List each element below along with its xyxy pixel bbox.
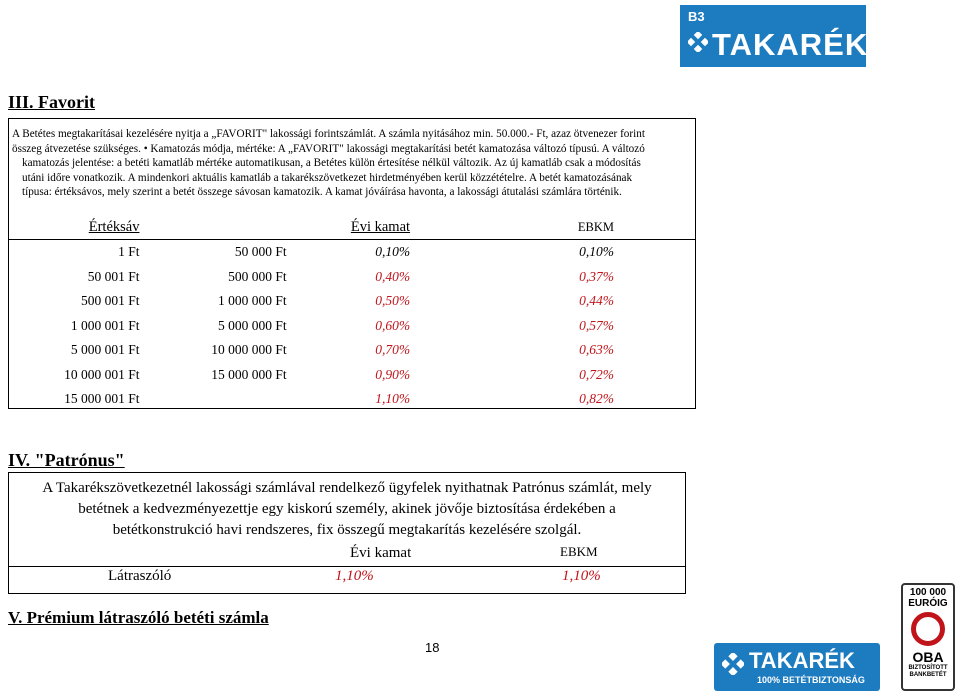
table-row [8, 265, 696, 290]
section-title-premium: V. Prémium látraszóló betéti számla [8, 608, 269, 627]
logo-b3: B3 [688, 9, 705, 24]
cell-rate: 0,60% [375, 317, 411, 333]
cell-rate: 0,90% [375, 366, 411, 382]
cell-ebkm: 0,57% [579, 317, 614, 333]
cell-to: 10 000 000 Ft [211, 342, 287, 358]
logo-tagline: 100% BETÉTBIZTONSÁG [757, 675, 865, 685]
oba-name: OBA [912, 649, 944, 665]
table-header-row [8, 215, 696, 240]
favorit-description [12, 127, 696, 200]
favorit-text-line: kamatozás jelentése: a betéti kamatláb mértéke automatikusan, a Betétes külön értesítése nélkül változik. Az új kamatláb csak a módosítás [22, 157, 641, 170]
table-row [8, 289, 696, 314]
page-number: 18 [425, 640, 440, 655]
section-title-favorit: III. Favorit [8, 92, 95, 112]
cell-to [139, 387, 286, 412]
cell-ebkm: 0,44% [579, 293, 614, 309]
favorit-text-line: típusa: értéksávos, mely szerint a betét összege sávosan kamatozik. A kamat jóváírása havonta, a lakossági átutalási számlára történik. [22, 186, 622, 199]
header-band: Értéksáv [8, 215, 139, 240]
table-row [8, 314, 696, 339]
cell-to: 500 000 Ft [228, 268, 287, 284]
cell-rate: 0,40% [375, 268, 411, 284]
header-spacer [139, 215, 286, 240]
favorit-text-line: utáni időre vonatkozik. A mindenkori aktuális kamatláb a takarékszövetkezet hirdetményében kerül közzétételre. A betét kamatozásának [22, 171, 633, 184]
logo-wordmark: TAKARÉK [749, 648, 855, 673]
table-row [8, 363, 696, 388]
cell-rate: 1,10% [375, 391, 411, 407]
patronus-row-ebkm: 1,10% [562, 568, 601, 584]
favorit-rate-table [8, 215, 696, 412]
cell-from: 1 Ft [118, 244, 140, 260]
logo-wordmark: TAKARÉK [712, 27, 869, 62]
takarek-mark-icon [722, 653, 744, 675]
patronus-divider [8, 566, 686, 567]
oba-currency: EURÓIG [908, 598, 948, 609]
cell-ebkm: 0,72% [579, 366, 614, 382]
cell-from: 1 000 001 Ft [70, 317, 140, 333]
oba-line1: BIZTOSÍTOTT [908, 665, 948, 671]
cell-from: 5 000 001 Ft [70, 342, 140, 358]
patronus-text-line: betétkonstrukció havi rendszeres, fix összegű megtakarítás kezelésére szolgál. [112, 522, 582, 538]
cell-rate: 0,10% [375, 244, 411, 260]
cell-to: 1 000 000 Ft [218, 293, 287, 309]
oba-line2: BANKBETÉT [909, 672, 947, 678]
cell-ebkm: 0,37% [579, 268, 614, 284]
patronus-header-rate: Évi kamat [350, 545, 412, 561]
table-row [8, 387, 696, 412]
section-title-patronus: IV. "Patrónus" [8, 450, 125, 470]
cell-to: 5 000 000 Ft [218, 317, 287, 333]
takarek-logo [680, 5, 869, 67]
oba-ring-icon [911, 612, 945, 646]
cell-to: 50 000 Ft [234, 244, 287, 260]
header-rate: Évi kamat [287, 215, 410, 240]
favorit-text-line: összeg átvezetése szükséges. • Kamatozás módja, mértéke: A „FAVORIT" lakossági megtakarítási betét kamatozása változó típusú. A változó [12, 142, 645, 155]
oba-amount: 100 000 [909, 587, 947, 598]
cell-ebkm: 0,10% [579, 244, 614, 260]
cell-from: 50 001 Ft [87, 268, 140, 284]
cell-from: 10 000 001 Ft [64, 366, 140, 382]
patronus-row-label: Látraszóló [108, 568, 172, 584]
header-ebkm: EBKM [410, 215, 696, 240]
cell-ebkm: 0,82% [579, 391, 614, 407]
patronus-row-rate: 1,10% [335, 568, 374, 584]
patronus-description [8, 478, 686, 541]
takarek-guarantee-logo [714, 643, 880, 691]
patronus-text-line: betétnek a kedvezményezettje egy kiskorú személy, akinek jövője biztosítása érdekében a [78, 501, 616, 517]
patronus-header-ebkm: EBKM [560, 544, 598, 559]
table-row [8, 240, 696, 265]
patronus-text-line: A Takarékszövetkezetnél lakossági számlával rendelkező ügyfelek nyithatnak Patrónus számlát, mely [42, 480, 652, 496]
cell-rate: 0,70% [375, 342, 411, 358]
oba-badge [901, 583, 955, 691]
takarek-mark-icon [688, 32, 708, 52]
cell-from: 500 001 Ft [80, 293, 140, 309]
favorit-text-line: A Betétes megtakarításai kezelésére nyitja a „FAVORIT" lakossági forintszámlát. A számla nyitásához min. 50.000.- Ft, azaz ötvenezer forint [12, 128, 645, 140]
cell-to: 15 000 000 Ft [211, 366, 287, 382]
cell-rate: 0,50% [375, 293, 411, 309]
table-row [8, 338, 696, 363]
cell-ebkm: 0,63% [579, 342, 614, 358]
cell-from: 15 000 001 Ft [64, 391, 140, 407]
